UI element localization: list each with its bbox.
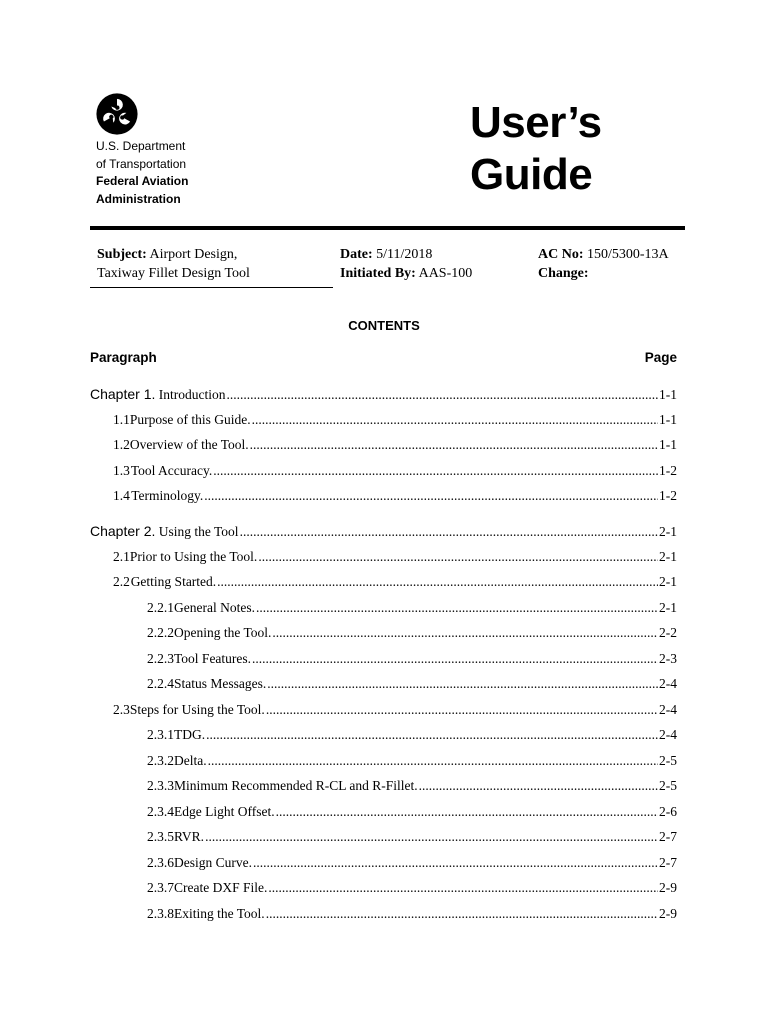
date-value: 5/11/2018 xyxy=(376,247,433,262)
toc-entry[interactable] xyxy=(147,803,677,821)
toc-entry-title: Purpose of this Guide. xyxy=(129,412,251,427)
toc-page-number: 2-7 xyxy=(659,855,677,870)
toc-dot-leader xyxy=(419,777,658,795)
toc-page-number: 2-1 xyxy=(659,600,677,615)
toc-page-number: 1-1 xyxy=(659,387,677,402)
toc-dot-leader xyxy=(206,726,658,744)
toc-dot-leader xyxy=(205,828,658,846)
toc-page-number: 2-4 xyxy=(659,727,677,742)
toc-page-number: 1-2 xyxy=(659,463,677,478)
toc-page-number: 1-1 xyxy=(659,437,677,452)
toc-dot-leader xyxy=(258,548,658,566)
toc-entry-title: RVR. xyxy=(174,829,205,844)
toc-entry[interactable] xyxy=(113,487,677,505)
toc-entry-number: 2.2 xyxy=(113,574,130,589)
toc-page-number: 2-7 xyxy=(659,829,677,844)
toc-entry[interactable] xyxy=(147,828,677,846)
toc-entry-number: 1.3 xyxy=(113,463,130,478)
toc-dot-leader xyxy=(253,854,658,872)
toc-dot-leader xyxy=(204,487,658,505)
toc-entry-number: 1.1 xyxy=(113,412,130,427)
toc-entry[interactable] xyxy=(147,879,677,897)
toc-dot-leader xyxy=(256,599,658,617)
toc-entry-title: Exiting the Tool. xyxy=(174,906,265,921)
toc-entry-number: 1.2 xyxy=(113,437,130,452)
toc-entry-title: Tool Features. xyxy=(174,651,252,666)
toc-dot-leader xyxy=(266,905,658,923)
toc-entry[interactable] xyxy=(113,701,677,719)
toc-page-number: 2-9 xyxy=(659,906,677,921)
ac-label: AC No: xyxy=(538,247,584,262)
toc-entry-title: Opening the Tool. xyxy=(174,625,272,640)
toc-dot-leader xyxy=(240,523,658,541)
toc-page-number: 2-1 xyxy=(659,574,677,589)
toc-page-number: 1-2 xyxy=(659,488,677,503)
toc-dot-leader xyxy=(252,411,658,429)
toc-entry-title: Getting Started. xyxy=(130,574,217,589)
toc-entry-number: 2.1 xyxy=(113,549,130,564)
page-column-header: Page xyxy=(644,350,677,365)
toc-entry-number: 2.3.7 xyxy=(147,880,174,895)
toc-entry[interactable] xyxy=(113,411,677,429)
toc-entry-number: 2.3.3 xyxy=(147,778,174,793)
toc-entry-number: 2.3.8 xyxy=(147,906,174,921)
agency-line-3: Federal Aviation xyxy=(96,174,189,188)
toc-page-number: 2-5 xyxy=(659,753,677,768)
toc-entry[interactable] xyxy=(113,462,677,480)
paragraph-column-header: Paragraph xyxy=(90,350,157,365)
toc-entry[interactable] xyxy=(147,726,677,744)
toc-entry[interactable] xyxy=(147,854,677,872)
toc-entry-title: General Notes. xyxy=(174,600,255,615)
toc-entry-number: 2.2.1 xyxy=(147,600,174,615)
toc-entry[interactable] xyxy=(147,905,677,923)
initiated-value: AAS-100 xyxy=(418,265,473,281)
toc-page-number: 2-6 xyxy=(659,804,677,819)
toc-page-number: 2-5 xyxy=(659,778,677,793)
toc-dot-leader xyxy=(213,462,658,480)
toc-entry[interactable] xyxy=(113,436,677,454)
toc-dot-leader xyxy=(227,386,659,404)
toc-dot-leader xyxy=(217,573,658,591)
toc-entry-title: Status Messages. xyxy=(174,676,267,691)
subject-value-line-2: Taxiway Fillet Design Tool xyxy=(97,265,250,281)
toc-dot-leader xyxy=(272,624,658,642)
toc-entry-title: Tool Accuracy. xyxy=(130,463,213,478)
toc-entry-number: 2.2.4 xyxy=(147,676,174,691)
toc-entry-title: Minimum Recommended R-CL and R-Fillet. xyxy=(174,778,418,793)
toc-dot-leader xyxy=(266,701,658,719)
toc-entry-title: Create DXF File. xyxy=(174,880,268,895)
toc-dot-leader xyxy=(268,879,658,897)
toc-entry[interactable] xyxy=(147,752,677,770)
toc-entry[interactable] xyxy=(147,624,677,642)
agency-line-2: of Transportation xyxy=(96,156,187,171)
toc-entry-number: 2.3.2 xyxy=(147,753,174,768)
toc-entry[interactable] xyxy=(147,650,677,668)
initiated-label: Initiated By: xyxy=(340,265,416,281)
toc-chapter-entry[interactable] xyxy=(90,522,677,541)
toc-entry-title: Introduction xyxy=(158,387,226,402)
toc-dot-leader xyxy=(276,803,658,821)
toc-page-number: 2-2 xyxy=(659,625,677,640)
toc-entry-number: 2.3 xyxy=(113,702,130,717)
toc-dot-leader xyxy=(208,752,658,770)
subject-value: Airport Design, xyxy=(149,247,238,262)
toc-entry-title: Prior to Using the Tool. xyxy=(129,549,258,564)
toc-chapter-entry[interactable] xyxy=(90,385,677,404)
title-line-2: Guide xyxy=(470,150,593,199)
toc-entry-title: Steps for Using the Tool. xyxy=(129,702,265,717)
toc-chapter-number: Chapter 1. xyxy=(90,386,156,402)
toc-entry-title: TDG. xyxy=(174,727,206,742)
toc-entry[interactable] xyxy=(147,675,677,693)
date-label: Date: xyxy=(340,247,373,262)
toc-page-number: 2-3 xyxy=(659,651,677,666)
toc-entry[interactable] xyxy=(113,548,677,566)
change-label: Change: xyxy=(538,265,589,281)
toc-page-number: 1-1 xyxy=(659,412,677,427)
toc-entry-number: 2.3.6 xyxy=(147,855,174,870)
toc-dot-leader xyxy=(250,436,658,454)
toc-dot-leader xyxy=(252,650,658,668)
subject-label: Subject: xyxy=(97,247,147,262)
agency-line-4: Administration xyxy=(96,191,181,206)
toc-entry-number: 2.2.3 xyxy=(147,651,174,666)
toc-entry-number: 2.3.4 xyxy=(147,804,174,819)
toc-entry[interactable] xyxy=(147,777,677,795)
toc-entry-title: Edge Light Offset. xyxy=(174,804,275,819)
toc-entry-number: 2.2.2 xyxy=(147,625,174,640)
toc-page-number: 2-4 xyxy=(659,676,677,691)
toc-entry-title: Delta. xyxy=(174,753,207,768)
toc-page-number: 2-1 xyxy=(659,549,677,564)
toc-entry-title: Overview of the Tool. xyxy=(129,437,249,452)
toc-entry[interactable] xyxy=(147,599,677,617)
agency-line-1: U.S. Department xyxy=(96,139,186,153)
toc-page-number: 2-1 xyxy=(659,524,677,539)
title-line-1: User’s xyxy=(470,98,602,147)
toc-chapter-number: Chapter 2. xyxy=(90,523,156,539)
toc-entry-number: 1.4 xyxy=(113,488,130,503)
toc-page-number: 2-9 xyxy=(659,880,677,895)
toc-entry-number: 2.3.1 xyxy=(147,727,174,742)
toc-page-number: 2-4 xyxy=(659,702,677,717)
toc-entry-title: Using the Tool xyxy=(158,524,239,539)
ac-value: 150/5300-13A xyxy=(587,247,669,262)
contents-heading: CONTENTS xyxy=(348,318,420,333)
toc-entry-title: Terminology. xyxy=(131,488,204,503)
toc-entry-number: 2.3.5 xyxy=(147,829,174,844)
toc-entry[interactable] xyxy=(113,573,677,591)
toc-dot-leader xyxy=(267,675,658,693)
toc-entry-title: Design Curve. xyxy=(174,855,252,870)
